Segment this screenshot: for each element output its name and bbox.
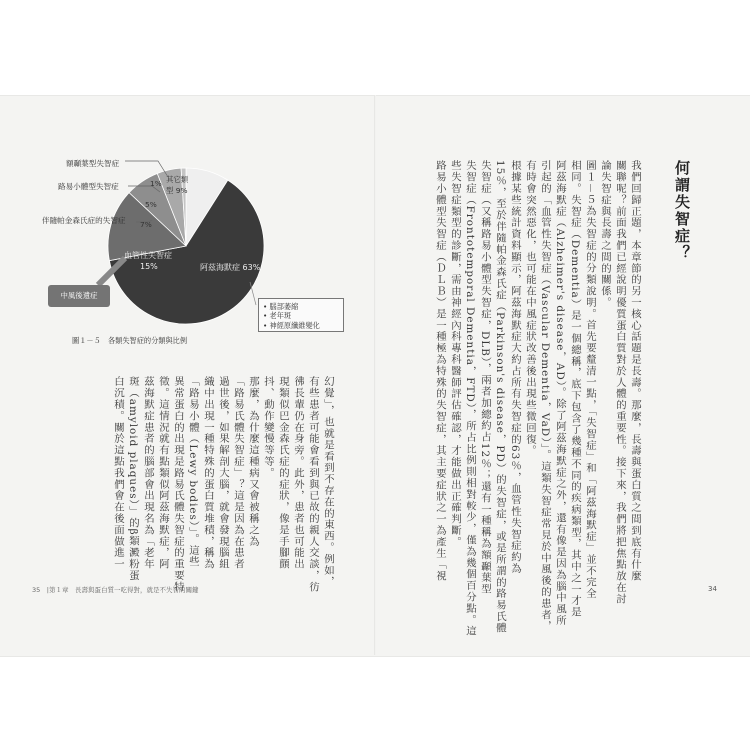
- right-line: 圖１－５為失智症的分類說明。首先要釐清一點，「失智症」和「阿茲海默症」並不完全: [584, 160, 596, 600]
- left-line: 幻覺」，也就是看到不存在的東西。例如，: [322, 376, 334, 588]
- section-heading: 何謂失智症？: [673, 160, 691, 262]
- label-ftd: 額顳葉型失智症: [66, 159, 120, 168]
- leader-callout: [98, 258, 125, 285]
- label-vascular-pct: 15%: [140, 262, 158, 271]
- left-body-text: [110, 376, 335, 593]
- left-line: 斑（amyloid plaques）」的β類澱粉蛋: [127, 376, 139, 582]
- right-line: 失智症（又稱路易小體型失智症，DLB），兩者加總約占12％；還有一種稱為額顳葉型: [479, 160, 491, 595]
- right-line: 相同。失智症（Dementia）是一個總稱，底下包含了幾種不同的疾病類型，其中之一才是: [569, 160, 581, 618]
- running-head-left: 35 |第１章 長壽與蛋白質一吃得對，就是不失智的關鍵: [32, 586, 199, 594]
- figure-caption: 圖１－５ 各類失智症的分類與比例: [72, 336, 188, 345]
- right-line: 引起的「血管性失智症（Vascular Dementia，VaD）」。這類失智症常見於中風後的患者，: [539, 160, 551, 632]
- left-line: 「路易氏體失智症」？這是因為在患者: [232, 376, 244, 570]
- label-vascular-name: 血管性失智症: [124, 251, 172, 260]
- left-line: 那麼，為什麼這種病又會被稱之為: [247, 376, 259, 547]
- left-line: 茲海默症患者的腦部會出現名為「老年: [142, 376, 154, 570]
- box-item-plaques: • 老年斑: [263, 311, 339, 320]
- left-line: 抖、動作變慢等等。: [262, 376, 274, 479]
- right-line: 些失智症類型的診斷，需由神經內科專科醫師評估確認，才能做出正確判斷。: [449, 160, 461, 548]
- right-line: 有時會突然惡化，也可能在中風症狀改善後出現些微回復。: [524, 160, 536, 457]
- left-line: 異常蛋白的出現是路易氏體失智症的重要特: [172, 376, 184, 593]
- left-line: 過世後，如果解剖大腦，就會發現腦組: [217, 376, 229, 570]
- label-other-name: 其它類: [166, 175, 189, 184]
- right-line: 失智症（Frontotemporal Dementia，FTD），所占比例則相對較少，僅為幾個百分點。這: [464, 160, 476, 637]
- ad-features-box: [258, 298, 344, 332]
- label-ftd-pct: 1%: [150, 179, 162, 188]
- label-ad: 阿茲海默症 63%: [200, 263, 261, 272]
- label-pd-pct: 7%: [140, 220, 152, 229]
- label-other-pct: 型 9%: [166, 186, 188, 195]
- leader-box: [250, 282, 256, 305]
- left-line: 現類似巴金森氏症的症狀，像是手腳顫: [277, 376, 289, 570]
- right-line: 15％，至於伴隨帕金森氏症（Parkinson's disease，PD）的失智症，或是所謂的路易氏體: [494, 160, 506, 634]
- right-line: 根據某些統計資料顯示，阿茲海默症大約占所有失智症的63％，血管性失智症約為: [509, 160, 521, 575]
- box-item-atrophy: • 腦部萎縮: [263, 302, 339, 311]
- label-pd: 伴隨帕金森氏症的失智症: [42, 216, 126, 225]
- label-dlb: 路易小體型失智症: [58, 182, 119, 191]
- right-body-text: [432, 160, 642, 637]
- leader-ftd: [125, 161, 168, 177]
- left-line: 徵。這情況就有點類似阿茲海默症，阿: [157, 376, 169, 570]
- left-line: 有些患者可能會看到與已故的親人交談，彷: [307, 376, 319, 593]
- page-number-right: 34: [708, 585, 717, 593]
- label-dlb-pct: 5%: [145, 200, 157, 209]
- left-line: 彿長輩仍在身旁。此外，患者也可能出: [292, 376, 304, 570]
- right-line: 阿茲海默症（Alzheimer's disease，AD）。除了阿茲海默症之外，還有像是因為腦中風所: [554, 160, 566, 627]
- left-line: 白沉積。關於這點我們會在後面做進一: [112, 376, 124, 570]
- book-gutter: [374, 95, 376, 655]
- left-line: 織中出現一種特殊的蛋白質堆積，稱為: [202, 376, 214, 570]
- box-item-tangles: • 神經原纖維變化: [263, 321, 339, 330]
- right-line: 關聯呢？前面我們已經說明優質蛋白質對於人體的重要性。接下來，我們將把焦點放在討: [614, 160, 626, 605]
- right-line: 路易小體型失智症（ＤＬＢ）是一種極為特殊的失智症，其主要症狀之一為產生「視: [434, 160, 446, 582]
- right-line: 論失智症與長壽之間的關係。: [599, 160, 611, 309]
- stroke-callout: 中風後遺症: [48, 285, 110, 307]
- left-line: 「路易小體（Lewy bodies）」。這些: [187, 376, 199, 568]
- right-line: 我們回歸正題，本章節的另一核心話題是長壽。那麼，長壽與蛋白質之間到底有什麼: [629, 160, 641, 582]
